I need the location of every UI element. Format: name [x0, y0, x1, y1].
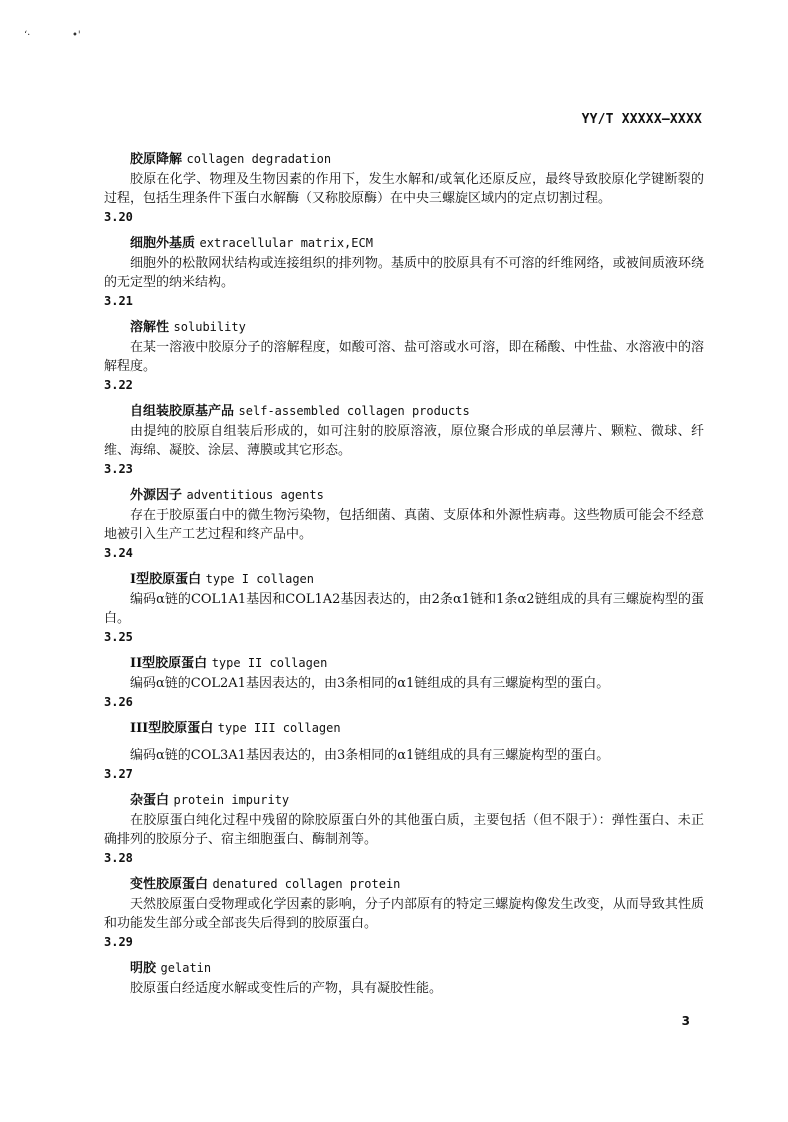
term-definition: 胶原在化学、物理及生物因素的作用下，发生水解和/或氧化还原反应，最终导致胶原化学键断裂的过程，包括生理条件下蛋白水解酶（又称胶原酶）在中央三螺旋区域内的定点切割过程。	[104, 172, 704, 206]
page-number: 3	[681, 1014, 690, 1028]
term-title	[104, 654, 704, 673]
term-title-cn: 溶解性	[130, 320, 170, 335]
term-title-cn: III型胶原蛋白	[130, 721, 214, 736]
term-title-cn: 自组装胶原基产品	[130, 404, 235, 419]
term-entry	[104, 719, 704, 765]
term-definition: 由提纯的胶原自组装后形成的，如可注射的胶原溶液，原位聚合形成的单层薄片、颗粒、微球、纤维、海绵、凝胶、涂层、薄膜或其它形态。	[104, 424, 704, 458]
term-title	[104, 402, 704, 421]
term-title	[104, 486, 704, 505]
term-definition: 编码α链的COL3A1基因表达的，由3条相同的α1链组成的具有三螺旋构型的蛋白。	[130, 748, 610, 763]
term-title	[104, 959, 704, 978]
term-definition: 细胞外的松散网状结构或连接组织的排列物。基质中的胶原具有不可溶的纤维网络，或被间质液环绕的无定型的纳米结构。	[104, 256, 704, 290]
terms-list	[104, 150, 704, 998]
term-entry	[104, 791, 704, 849]
term-definition: 存在于胶原蛋白中的微生物污染物，包括细菌、真菌、支原体和外源性病毒。这些物质可能会不经意地被引入生产工艺过程和终产品中。	[104, 508, 704, 542]
term-number: 3.29	[104, 935, 133, 949]
term-entry	[104, 875, 704, 933]
term-title	[104, 875, 704, 894]
term-title-cn: 胶原降解	[130, 152, 183, 167]
term-title	[104, 318, 704, 337]
term-title-cn: II型胶原蛋白	[130, 656, 208, 671]
term-title-cn: 变性胶原蛋白	[130, 877, 209, 892]
term-title	[104, 791, 704, 810]
term-number: 3.28	[104, 851, 133, 865]
term-title	[104, 719, 704, 738]
term-title-en: denatured collagen protein	[212, 877, 401, 891]
term-definition: 胶原蛋白经适度水解或变性后的产物，具有凝胶性能。	[130, 981, 443, 996]
term-title-en: protein impurity	[173, 793, 290, 807]
term-title-en: type II collagen	[211, 656, 328, 670]
term-number: 3.22	[104, 378, 133, 392]
term-definition: 天然胶原蛋白受物理或化学因素的影响，分子内部原有的特定三螺旋构像发生改变，从而导致其性质和功能发生部分或全部丧失后得到的胶原蛋白。	[104, 897, 704, 931]
term-entry	[104, 150, 704, 208]
term-definition: 编码α链的COL2A1基因表达的，由3条相同的α1链组成的具有三螺旋构型的蛋白。	[130, 676, 610, 691]
term-title	[104, 570, 704, 589]
term-number: 3.20	[104, 210, 133, 224]
term-title-cn: 杂蛋白	[130, 793, 170, 808]
term-title-en: gelatin	[160, 961, 212, 975]
term-title-en: self-assembled collagen products	[238, 404, 470, 418]
term-number: 3.27	[104, 767, 133, 781]
term-title-en: collagen degradation	[186, 152, 332, 166]
term-title-en: adventitious agents	[186, 488, 324, 502]
term-title-en: type III collagen	[217, 721, 341, 735]
term-entry	[104, 234, 704, 292]
term-title	[104, 150, 704, 169]
term-entry	[104, 654, 704, 693]
term-entry	[104, 959, 704, 998]
term-title-en: solubility	[173, 320, 246, 334]
term-title	[104, 234, 704, 253]
term-entry	[104, 486, 704, 544]
term-definition: 编码α链的COL1A1基因和COL1A2基因表达的，由2条α1链和1条α2链组成的具有三螺旋构型的蛋白。	[104, 592, 704, 626]
term-number: 3.26	[104, 695, 133, 709]
term-entry	[104, 318, 704, 376]
term-number: 3.25	[104, 630, 133, 644]
term-title-en: extracellular matrix,ECM	[199, 236, 373, 250]
term-number: 3.23	[104, 462, 133, 476]
scan-mark: •'	[72, 30, 81, 41]
term-title-cn: I型胶原蛋白	[130, 572, 202, 587]
term-title-cn: 明胶	[130, 961, 157, 976]
term-title-cn: 细胞外基质	[130, 236, 196, 251]
term-title-cn: 外源因子	[130, 488, 183, 503]
term-number: 3.21	[104, 294, 133, 308]
term-definition: 在胶原蛋白纯化过程中残留的除胶原蛋白外的其他蛋白质，主要包括（但不限于）：弹性蛋白、未正确排列的胶原分子、宿主细胞蛋白、酶制剂等。	[104, 813, 704, 847]
term-entry	[104, 570, 704, 628]
document-code: YY/T XXXXX—XXXX	[581, 112, 702, 127]
term-entry	[104, 402, 704, 460]
term-title-en: type I collagen	[205, 572, 314, 586]
scan-mark: ‘·	[24, 30, 31, 41]
term-number: 3.24	[104, 546, 133, 560]
term-definition: 在某一溶液中胶原分子的溶解程度，如酸可溶、盐可溶或水可溶，即在稀酸、中性盐、水溶液中的溶解程度。	[104, 340, 704, 374]
